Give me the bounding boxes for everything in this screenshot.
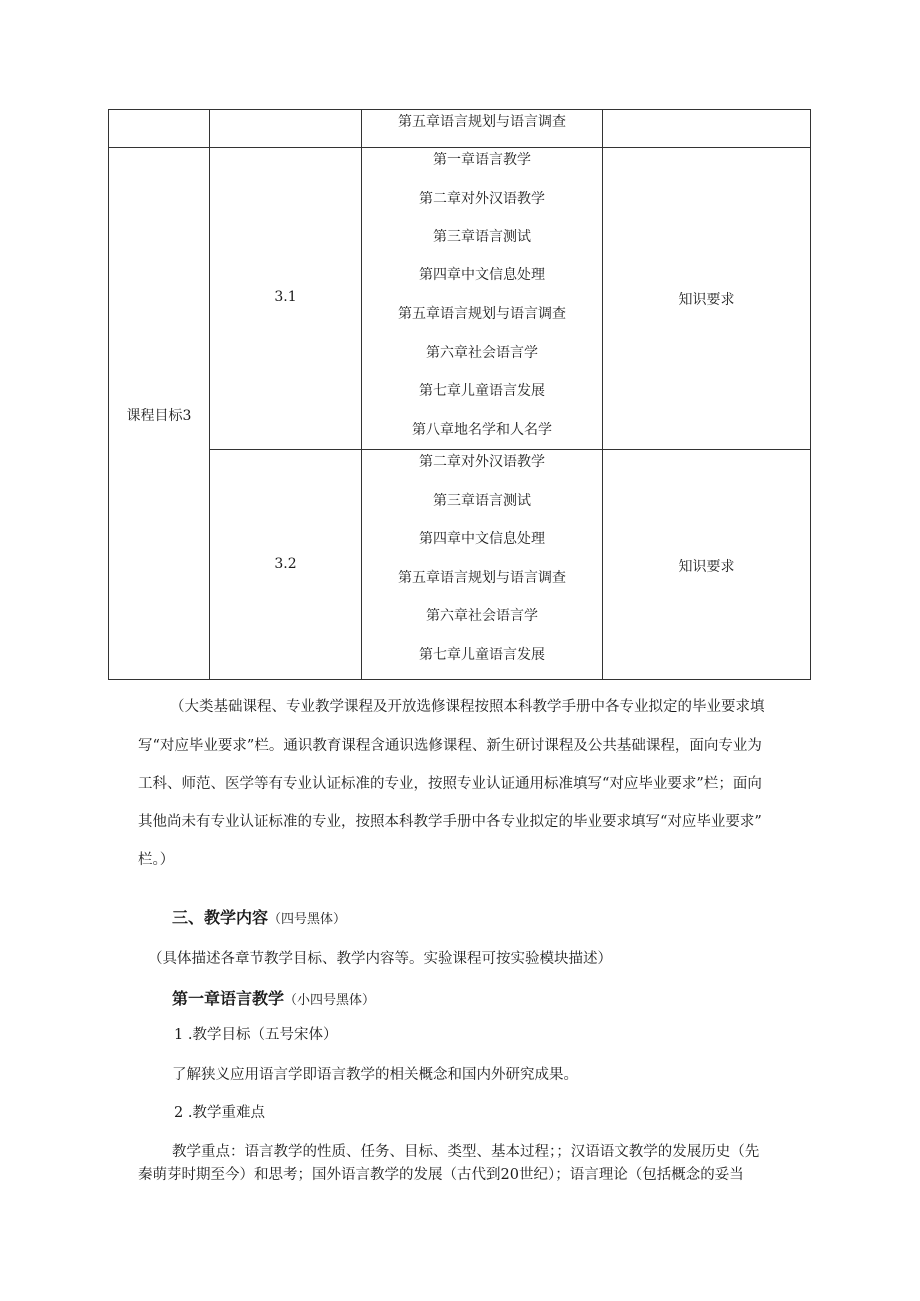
chapter-title: 第一章语言教学 (172, 989, 285, 1008)
table-line (108, 147, 811, 148)
key-points-label: 2 .教学重难点 (174, 1105, 265, 1121)
teaching-goal-text: 了解狭义应用语言学即语言教学的相关概念和国内外研究成果。 (172, 1067, 578, 1083)
sub-goal-number: 3.1 (274, 289, 297, 305)
section-heading (172, 905, 346, 928)
chapter-item: 第七章儿童语言发展 (419, 647, 545, 663)
chapter-item: 第一章语言教学 (433, 152, 531, 168)
key-points-text: 秦萌芽时期至今）和思考；国外语言教学的发展（古代到20世纪）；语言理论（包括概念的妥当 (138, 1167, 744, 1183)
table-line (108, 109, 109, 680)
note-line: 其他尚未有专业认证标准的专业，按照本科教学手册中各专业拟定的毕业要求填写“对应毕业要求” (138, 814, 762, 830)
chapter-item: 第五章语言规划与语言调查 (398, 306, 566, 322)
table-line (810, 109, 811, 680)
course-goal-label: 课程目标3 (126, 408, 192, 424)
requirement-cell: 知识要求 (678, 559, 735, 575)
section-description: （具体描述各章节教学目标、教学内容等。实验课程可按实验模块描述） (148, 951, 612, 967)
key-points-text: 教学重点：语言教学的性质、任务、目标、类型、基本过程；；汉语语文教学的发展历史（先 (172, 1144, 760, 1160)
chapter-item: 第七章儿童语言发展 (419, 383, 545, 399)
chapter-item: 第八章地名学和人名学 (412, 422, 552, 438)
note-line: 写“对应毕业要求”栏。通识教育课程含通识选修课程、新生研讨课程及公共基础课程，面向专业为 (138, 738, 762, 754)
chapter-heading (172, 986, 375, 1009)
chapter-item: 第六章社会语言学 (426, 345, 538, 361)
chapter-item: 第五章语言规划与语言调查 (398, 570, 566, 586)
requirement-cell: 知识要求 (678, 292, 735, 308)
teaching-goal-label: 1 .教学目标（五号宋体） (174, 1027, 338, 1043)
sub-goal-number: 3.2 (274, 556, 297, 572)
table-line (209, 449, 811, 450)
note-line: 工科、师范、医学等有专业认证标准的专业，按照专业认证通用标准填写“对应毕业要求”栏；面向 (138, 776, 762, 792)
section-title-note: （四号黑体） (268, 912, 347, 927)
chapter-item: 第四章中文信息处理 (419, 531, 545, 547)
chapter-item: 第六章社会语言学 (426, 608, 538, 624)
table-line (602, 109, 603, 680)
table-line (108, 109, 811, 110)
chapter-cell: 第五章语言规划与语言调查 (398, 114, 566, 130)
chapter-title-note: （小四号黑体） (284, 993, 376, 1008)
note-line: （大类基础课程、专业教学课程及开放选修课程按照本科教学手册中各专业拟定的毕业要求填 (170, 699, 765, 715)
table-line (209, 109, 210, 680)
section-title: 三、教学内容 (172, 908, 269, 927)
chapter-item: 第四章中文信息处理 (419, 267, 545, 283)
chapter-item: 第二章对外汉语教学 (419, 191, 545, 207)
note-line: 栏。） (138, 852, 175, 868)
chapter-item: 第三章语言测试 (433, 493, 531, 509)
chapter-item: 第三章语言测试 (433, 229, 531, 245)
table-line (108, 679, 811, 680)
chapter-item: 第二章对外汉语教学 (419, 454, 545, 470)
